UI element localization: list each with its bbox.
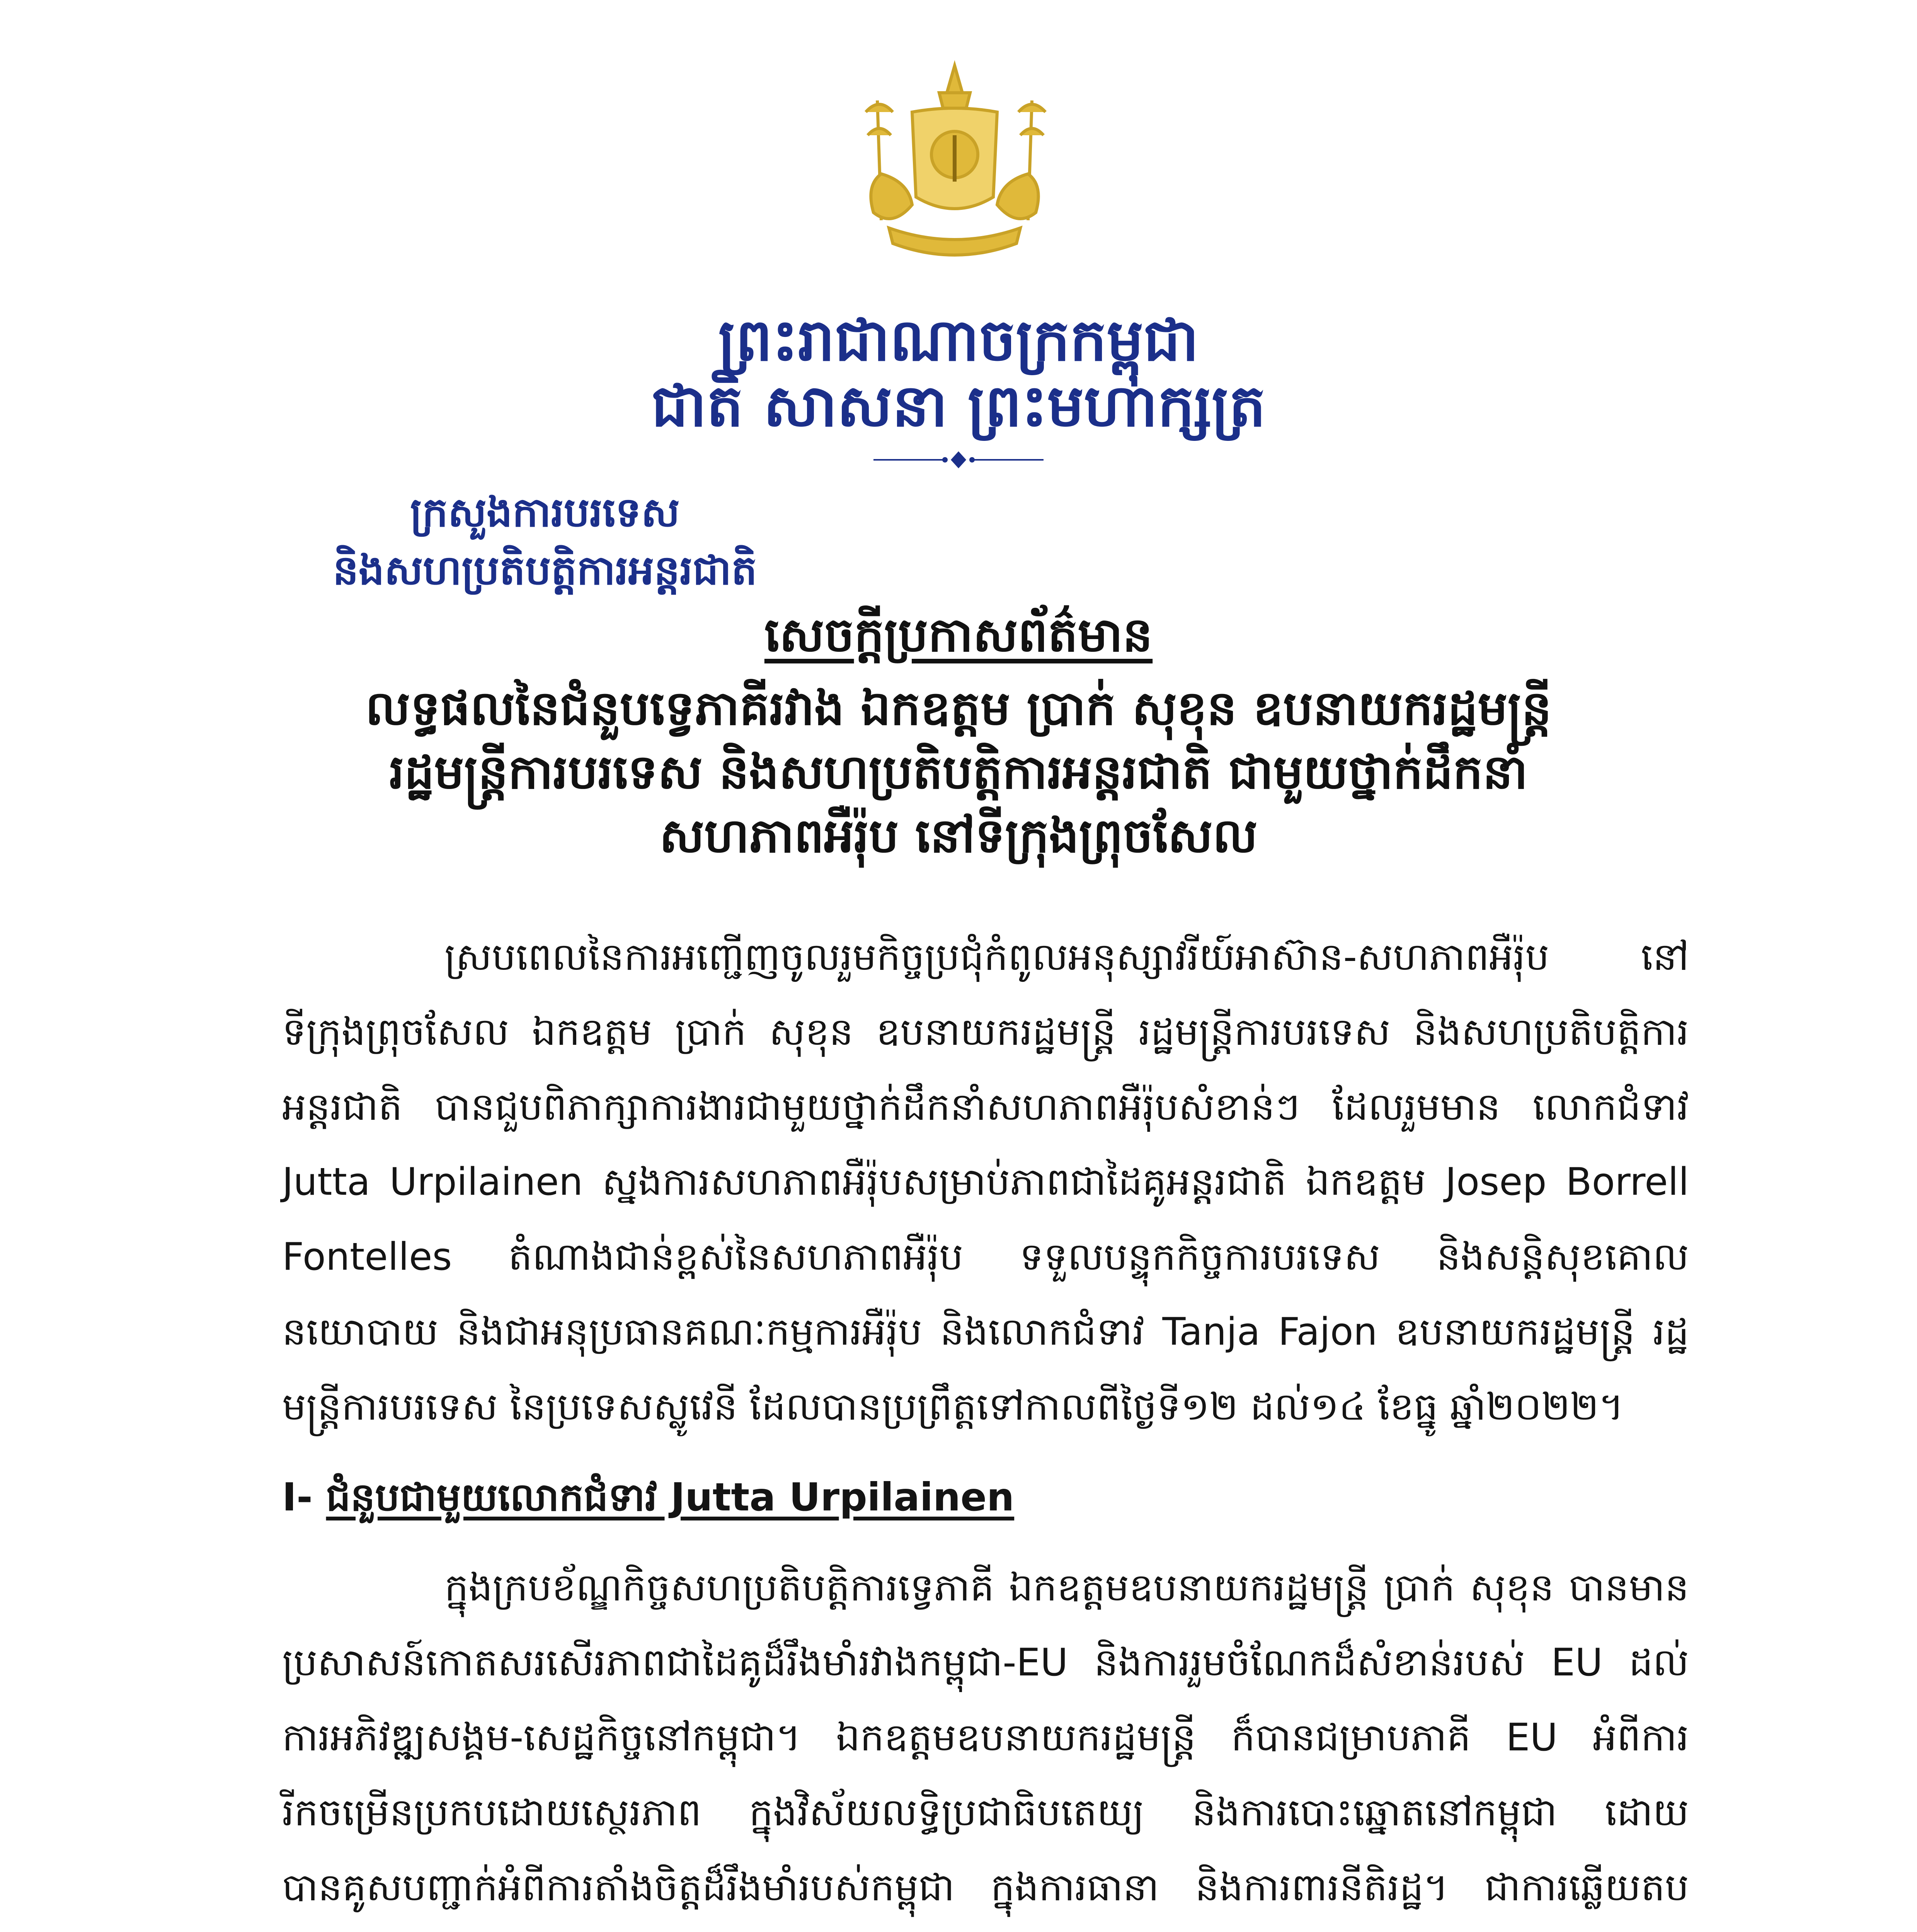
document-subtitle-line1: លទ្ធផលនៃជំនួបទ្វេភាគីរវាង ឯកឧត្តម ប្រាក់ សុខុន ឧបនាយករដ្ឋមន្ត្រី [365,680,1552,736]
section-number: I- [282,1475,326,1520]
kingdom-motto: ជាតិ សាសនា ព្រះមហាក្សត្រ [651,372,1266,440]
document-subtitle-line3: សហភាពអឺរ៉ុប នៅទីក្រុងព្រុចសែល [659,808,1258,863]
bilateral-paragraph: ក្នុងក្របខ័ណ្ឌកិច្ចសហប្រតិបត្តិការទ្វេភាគី ឯកឧត្តមឧបនាយករដ្ឋមន្ត្រី ប្រាក់ សុខុន បានមានប្រសាសន៍កោតសរសើរភាពជាដៃគូដ៏រឹងមាំរវាងកម្ពុជា-EU និងការរួមចំណែកដ៏សំខាន់របស់ EU ដល់ការអភិវឌ្ឍសង្គម-សេដ្ឋកិច្ចនៅកម្ពុជា។ ឯកឧត្តមឧបនាយករដ្ឋមន្ត្រី ក៏បានជម្រាបភាគី EU អំពីការរីកចម្រើនប្រកបដោយស្ថេរភាព ក្នុងវិស័យលទ្ធិប្រជាធិបតេយ្យ និងការបោះឆ្នោតនៅកម្ពុជា ដោយបានគូសបញ្ជាក់អំពីការតាំងចិត្តដ៏រឹងមាំរបស់កម្ពុជា ក្នុងការធានា និងការពារនីតិរដ្ឋ។ ជាការឆ្លើយតប [282,1566,1689,1910]
royal-arms-of-cambodia-icon [823,58,1086,274]
intro-paragraph: ស្របពេលនៃការអញ្ជើញចូលរួមកិច្ចប្រជុំកំពូលអនុស្សាវរីយ៍អាស៊ាន-សហភាពអឺរ៉ុប នៅទីក្រុងព្រុចសែល ឯកឧត្តម ប្រាក់ សុខុន ឧបនាយករដ្ឋមន្ត្រី រដ្ឋមន្ត្រីការបរទេស និងសហប្រតិបត្តិការអន្តរជាតិ បានជួបពិភាក្សាការងារជាមួយថ្នាក់ដឹកនាំសហភាពអឺរ៉ុបសំខាន់ៗ ដែលរួមមាន លោកជំទាវ Jutta Urpilainen ស្នងការសហភាពអឺរ៉ុបសម្រាប់ភាពជាដៃគូអន្តរជាតិ ឯកឧត្តម Josep Borrell Fontelles តំណាងជាន់ខ្ពស់នៃសហភាពអឺរ៉ុប ទទួលបន្ទុកកិច្ចការបរទេស និងសន្តិសុខគោលនយោបាយ និងជាអនុប្រធានគណៈកម្មការអឺរ៉ុប និងលោកជំទាវ Tanja Fajon ឧបនាយករដ្ឋមន្ត្រី រដ្ឋមន្ត្រីការបរទេស នៃប្រទេសស្លូវេនី ដែលបានប្រព្រឹត្តទៅកាលពីថ្ងៃទី១២ ដល់១៤ ខែធ្នូ ឆ្នាំ២០២២។ [282,935,1689,1429]
section-heading [282,1460,1689,1535]
press-release-body [282,920,1689,1932]
document-title: សេចក្តីប្រកាសព័ត៌មាន [764,607,1153,662]
decorative-divider-icon [870,448,1047,471]
document-subtitle-line2: រដ្ឋមន្ត្រីការបរទេស និងសហប្រតិបត្តិការអន្តរជាតិ ជាមួយថ្នាក់ដឹកនាំ [389,744,1528,799]
section-heading-text: ជំនួបជាមួយលោកជំទាវ Jutta Urpilainen [326,1475,1015,1520]
kingdom-name: ព្រះរាជាណាចក្រកម្ពុជា [718,306,1199,374]
ministry-name-line1: ក្រសួងការបរទេស [410,488,680,536]
ministry-name-line2: និងសហប្រតិបត្តិការអន្តរជាតិ [333,546,757,594]
